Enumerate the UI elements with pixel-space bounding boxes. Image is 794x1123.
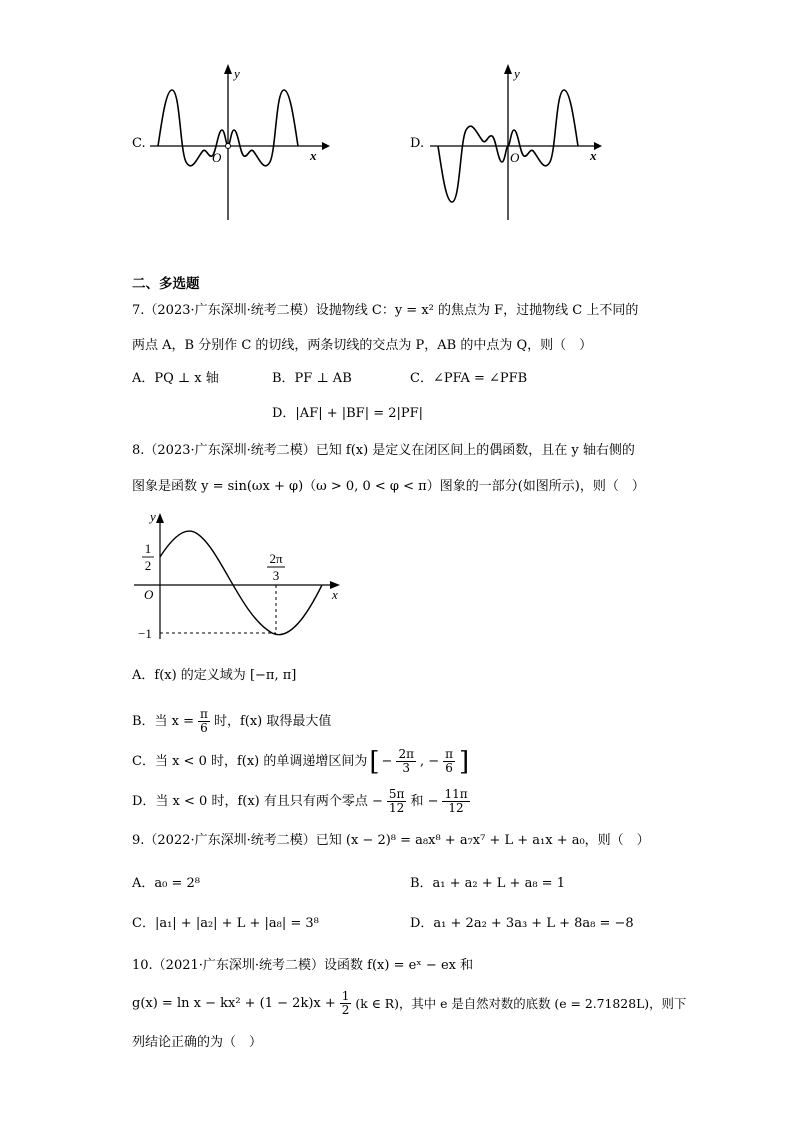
option-c-x-label: x [310, 148, 317, 163]
q7-option-b[interactable]: B．PF ⊥ AB [272, 371, 352, 386]
q8-graph-origin: O [144, 587, 154, 602]
q10-fraction-num: 1 [341, 989, 350, 1003]
q8-graph-half-den: 2 [144, 558, 152, 573]
q8-option-b-den: 6 [200, 721, 208, 735]
q8-option-d-frac1 [387, 788, 407, 815]
q7-stem-line1: 7.（2023·广东深圳·统考二模）设抛物线 C：y = x² 的焦点为 F，过抛物线 C 上不同的 [132, 303, 639, 318]
q10-stem-line2-pre: g(x) = ln x − kx² + (1 − 2k)x + [132, 995, 336, 1011]
section-heading: 二、多选题 [132, 276, 200, 292]
q8-option-d-d2: 12 [448, 801, 464, 815]
q8-graph-y-label: y [150, 509, 156, 524]
q9-option-a[interactable]: A．a₀ = 2⁸ [132, 876, 200, 891]
q8-option-d-d1: 12 [389, 801, 405, 815]
q8-option-c-bracket-left: [ [369, 746, 380, 777]
q10-stem-line3: 列结论正确的为（ ） [132, 1035, 263, 1050]
q8-option-c-pre: C．当 x < 0 时，f(x) 的单调递增区间为 [132, 753, 368, 769]
q9-option-d[interactable]: D．a₁ + 2a₂ + 3a₃ + L + 8a₈ = −8 [410, 916, 634, 931]
option-d-y-label: y [514, 66, 520, 81]
q8-graph-minus-one: −1 [138, 626, 152, 641]
option-c-y-label: y [234, 66, 240, 81]
q8-graph [132, 505, 352, 650]
q8-stem-line1: 8.（2023·广东深圳·统考二模）已知 f(x) 是定义在闭区间上的偶函数，且在 y 轴右侧的 [132, 443, 635, 458]
q10-stem-line1: 10.（2021·广东深圳·统考二模）设函数 f(x) = eˣ − ex 和 [132, 958, 474, 973]
q10-stem-line2 [132, 990, 686, 1017]
q8-graph-half-num: 1 [144, 541, 152, 556]
q7-option-d[interactable]: D．|AF| + |BF| = 2|PF| [272, 406, 424, 421]
q8-option-c-n1: 2π [398, 747, 414, 761]
option-c-graph [150, 60, 330, 225]
q8-graph-tick-den: 3 [272, 568, 280, 583]
option-d-x-label: x [590, 148, 597, 163]
q10-fraction [340, 990, 352, 1017]
q8-option-b-post: 时，f(x) 取得最大值 [213, 713, 332, 729]
q8-option-c-n2: π [445, 747, 454, 761]
q9-option-c[interactable]: C．|a₁| + |a₂| + L + |a₈| = 3⁸ [132, 916, 319, 931]
q8-option-d-mid: 和 − [410, 793, 439, 809]
q8-option-d-pre: D．当 x < 0 时，f(x) 有且只有两个零点 − [132, 793, 383, 809]
q8-option-c-d1: 3 [402, 761, 411, 775]
q8-option-c-d2: 6 [445, 761, 453, 775]
q9-stem: 9.（2022·广东深圳·统考二模）已知 (x − 2)⁸ = a₈x⁸ + a₇x⁷ + L + a₁x + a₀，则（ ） [132, 833, 650, 848]
q8-option-c[interactable]: C．当 x < 0 时，f(x) 的单调递增区间为 [ − $\frac{2\pi}{3}$ , − $\frac{\pi}{6}$ ] [132, 746, 470, 777]
option-c-origin: O [212, 150, 222, 165]
q9-option-b[interactable]: B．a₁ + a₂ + L + a₈ = 1 [410, 876, 565, 891]
q8-option-d-n2: 11π [444, 787, 468, 801]
q8-option-c-bracket-right: ] [459, 746, 470, 777]
q8-option-b[interactable] [132, 708, 331, 735]
q7-stem-line2: 两点 A，B 分别作 C 的切线，两条切线的交点为 P，AB 的中点为 Q，则（ ） [132, 338, 593, 353]
q10-fraction-den: 2 [341, 1003, 350, 1017]
q8-option-d-n1: 5π [388, 787, 405, 801]
option-c-label[interactable]: C. [132, 136, 146, 151]
q8-option-a[interactable]: A．f(x) 的定义域为 [−π, π] [132, 668, 297, 683]
q8-option-b-num: π [200, 707, 208, 721]
q8-option-d-frac2 [442, 788, 469, 815]
q10-stem-line2-post: (k ∈ R)，其中 e 是自然对数的底数 (e = 2.71828L)，则下 [355, 995, 687, 1011]
q8-option-d[interactable] [132, 788, 472, 815]
option-d-label[interactable]: D. [410, 136, 425, 151]
q8-option-c-frac1 [396, 748, 416, 775]
q8-stem-line2: 图象是函数 y = sin(ωx + φ)（ω > 0, 0 < φ < π）图象的一部分(如图所示)，则（ ） [132, 479, 645, 494]
q7-option-c[interactable]: C．∠PFA = ∠PFB [410, 371, 528, 386]
q8-option-b-fraction [198, 708, 210, 735]
option-d-origin: O [510, 150, 520, 165]
q8-graph-tick-num: 2π [269, 551, 283, 566]
q8-option-c-frac2 [443, 748, 455, 775]
q7-option-a[interactable]: A．PQ ⊥ x 轴 [132, 371, 219, 386]
q8-option-b-pre: B．当 x = [132, 713, 195, 729]
q8-graph-x-label: x [332, 587, 338, 602]
option-d-graph [430, 60, 610, 225]
